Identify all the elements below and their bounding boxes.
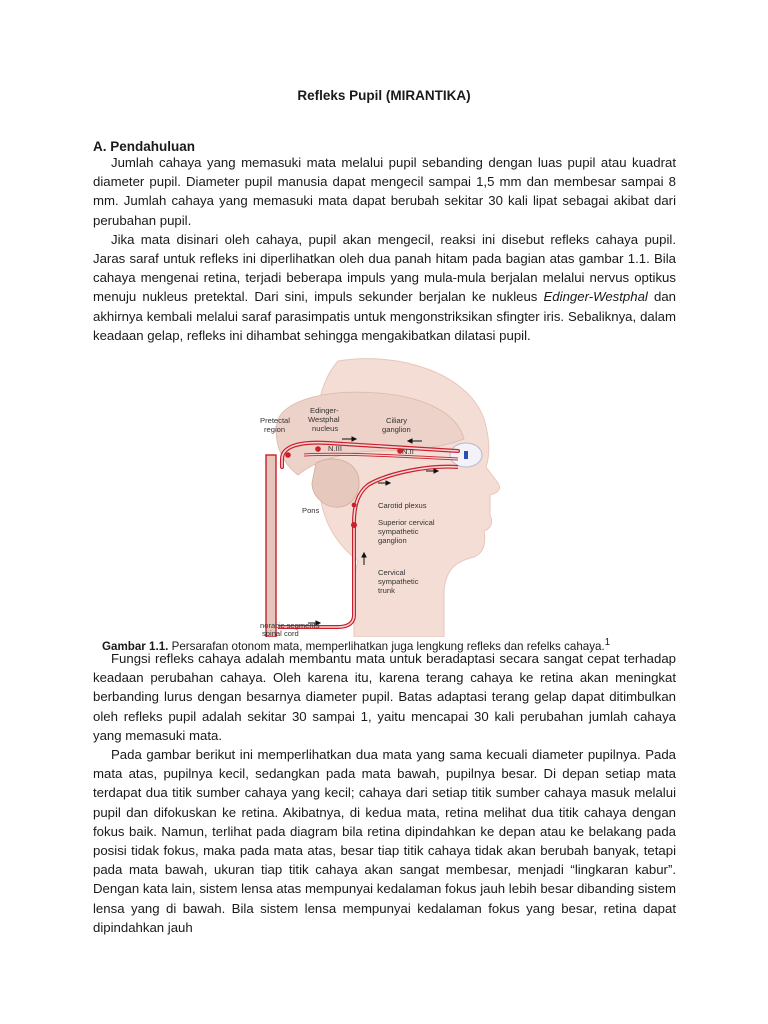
intro-section bbox=[93, 153, 676, 345]
label-pretectal-2: region bbox=[264, 425, 286, 434]
body-paragraph-2: Pada gambar berikut ini memperlihatkan dua mata yang sama kecuali diameter pupilnya. Pada mata atas, pupilnya kecil, sedangkan pada mata bawah, pupilnya besar. Di depan setiap mata terdapat dua titik sumber cahaya yang kecil; cahaya dari setiap titik sumber cahaya masuk melalui pupil dan difokuskan ke retina. Akibatnya, di kedua mata, retina melihat dua titik cahaya dengan fokus baik. Namun, terlihat pada diagram bila retina dipindahkan ke depan atau ke belakang pada posisi tidak fokus, maka pada mata atas, besar tiap titik cahaya tidak akan berubah banyak, tetapi pada mata bawah, ukuran tiap titik cahaya akan sangat membesar, menjadi “lingkaran kabur”. Dengan kata lain, sistem lensa atas mempunyai kedalaman fokus jauh lebih besar dibanding sistem lensa yang di bawah. Bila sistem lensa mempunyai kedalaman fokus yang besar, retina dapat dipindahkan jauh bbox=[93, 747, 676, 935]
intro-paragraph-2-text-b: dan akhirnya kembali melalui saraf parasimpatis untuk mengonstriksikan sfingter iris. Sebaliknya, dalam keadaan gelap, refleks ini dihambat sehingga mengakibatkan dilatasi pupil. bbox=[93, 289, 676, 343]
spinal-cord bbox=[266, 455, 276, 637]
pupil-mark bbox=[464, 451, 468, 459]
label-n3: N.III bbox=[328, 444, 342, 453]
label-thoracic-1: noracic segments bbox=[260, 621, 320, 630]
label-ciliary-2: ganglion bbox=[382, 425, 411, 434]
pons-shape bbox=[312, 459, 359, 507]
label-superior-2: sympathetic bbox=[378, 527, 419, 536]
caption-text: Persarafan otonom mata, memperlihatkan juga lengkung refleks dan refelks cahaya. bbox=[168, 639, 605, 653]
body-paragraph-1: Fungsi refleks cahaya adalah membantu mata untuk beradaptasi secara sangat cepat terhadap keadaan perubahan cahaya. Oleh karena itu, karena terang cahaya ke retina akan meningkat berbanding lurus dengan besarnya diameter pupil. Batas adaptasi terang gelap dapat ditimbulkan oleh refleks pupil adalah sekitar 30 sampai 1, yaitu mencapai 30 kali perubahan jumlah cahaya yang memasuki mata. bbox=[93, 651, 676, 743]
section-heading: A. Pendahuluan bbox=[93, 139, 196, 154]
label-carotid: Carotid plexus bbox=[378, 501, 427, 510]
label-superior-3: ganglion bbox=[378, 536, 407, 545]
pretectal-node bbox=[285, 452, 291, 458]
intro-paragraph-1: Jumlah cahaya yang memasuki mata melalui pupil sebanding dengan luas pupil atau kuadrat diameter pupil. Diameter pupil manusia dapat mengecil sampai 1,5 mm dan membesar sampai 8 mm. Jumlah cahaya yang memasuki mata dapat berubah sekitar 30 kali lipat sebagai akibat dari perubahan pupil. bbox=[93, 155, 676, 228]
label-edinger-3: nucleus bbox=[312, 424, 339, 433]
label-cervical-2: sympathetic bbox=[378, 577, 419, 586]
intro-paragraph-2-text-a: Jika mata disinari oleh cahaya, pupil akan mengecil, reaksi ini disebut refleks cahaya pupil. Jaras saraf untuk refleks ini diperlihatkan oleh dua panah hitam pada bagian atas gambar 1.1. Bila cahaya mengenai retina, terjadi beberapa impuls yang mula-mula berjalan melalui nervus optikus menuju nukleus pretektal. Dari sini, impuls sekunder berjalan ke nukleus bbox=[93, 231, 676, 305]
label-n2: N.II bbox=[402, 447, 414, 456]
label-cervical-3: trunk bbox=[378, 586, 395, 595]
caption-label: Gambar 1.1. bbox=[102, 639, 169, 653]
caption-reference: 1 bbox=[604, 637, 611, 648]
label-pretectal-1: Pretectal bbox=[260, 416, 290, 425]
intro-paragraph-2 bbox=[93, 230, 676, 345]
edinger-node bbox=[315, 446, 321, 452]
label-edinger-2: Westphal bbox=[308, 415, 340, 424]
label-ciliary-1: Ciliary bbox=[386, 416, 408, 425]
autonomic-innervation-diagram bbox=[258, 355, 520, 637]
edinger-westphal-term: Edinger-Westphal bbox=[543, 289, 648, 305]
label-pons: Pons bbox=[302, 506, 320, 515]
label-thoracic-2: spinal cord bbox=[262, 629, 299, 637]
superior-cervical-node bbox=[351, 522, 357, 528]
label-edinger-1: Edinger- bbox=[310, 406, 339, 415]
carotid-node bbox=[352, 503, 357, 508]
anatomy-figure bbox=[258, 355, 520, 637]
body-section bbox=[93, 649, 676, 937]
label-superior-1: Superior cervical bbox=[378, 518, 435, 527]
page-title: Refleks Pupil (MIRANTIKA) bbox=[297, 88, 471, 103]
label-cervical-1: Cervical bbox=[378, 568, 406, 577]
